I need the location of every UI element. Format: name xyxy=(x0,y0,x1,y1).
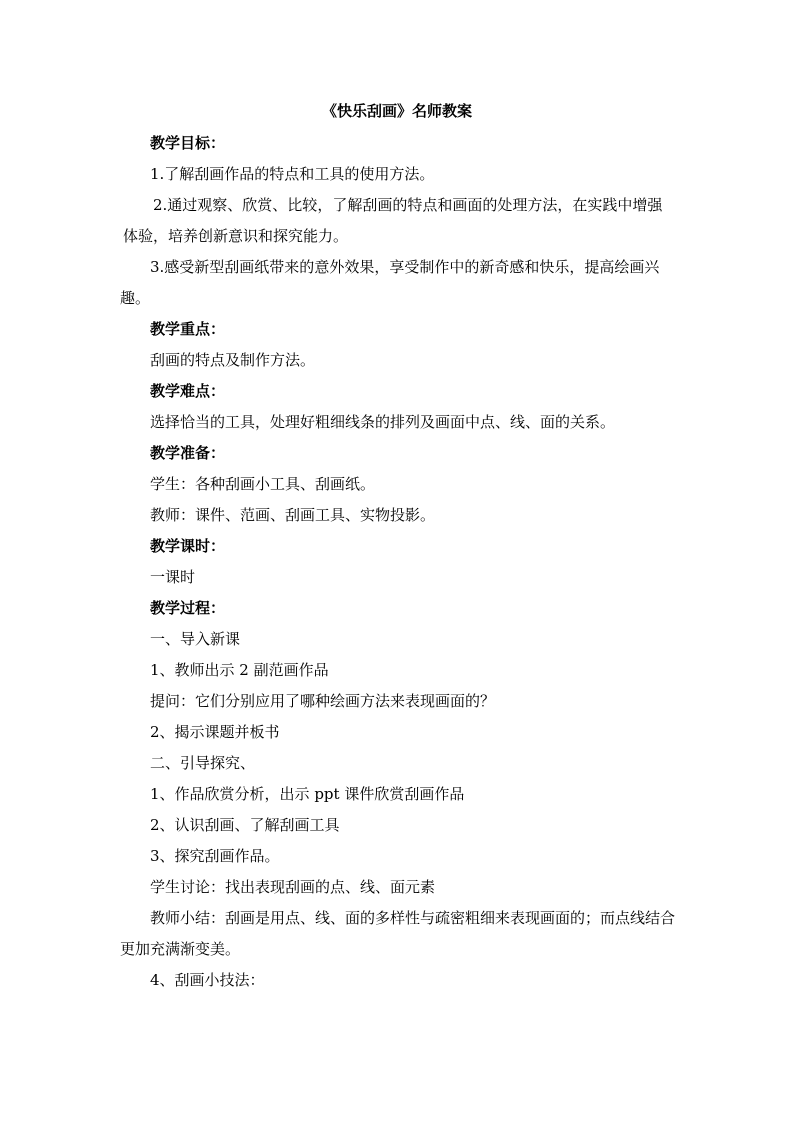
heading-difficulties: 教学难点： xyxy=(150,382,226,400)
difficulties-text: 选择恰当的工具，处理好粗细线条的排列及画面中点、线、面的关系。 xyxy=(150,413,616,431)
process-section-2: 二、引导探究、 xyxy=(150,754,256,772)
document-body xyxy=(120,128,676,996)
heading-key-points: 教学重点： xyxy=(150,320,226,338)
page-title: 《快乐刮画》名师教案 xyxy=(321,102,472,120)
objective-3: 3.感受新型刮画纸带来的意外效果，享受制作中的新奇感和快乐，提高绘画兴趣。 xyxy=(120,258,660,307)
objective-2: 2.通过观察、欣赏、比较，了解刮画的特点和画面的处理方法，在实践中增强体验，培养创新意识和探究能力。 xyxy=(123,196,663,245)
heading-objectives: 教学目标： xyxy=(150,134,226,152)
heading-process: 教学过程： xyxy=(150,599,226,617)
process-step-2-1: 1、作品欣赏分析，出示 ppt 课件欣赏刮画作品 xyxy=(150,785,465,803)
objective-1: 1.了解刮画作品的特点和工具的使用方法。 xyxy=(150,165,435,183)
student-discussion: 学生讨论：找出表现刮画的点、线、面元素 xyxy=(150,878,436,896)
heading-preparation: 教学准备： xyxy=(150,444,226,462)
heading-class-hours: 教学课时： xyxy=(150,537,226,555)
preparation-students: 学生：各种刮画小工具、刮画纸。 xyxy=(150,475,376,493)
teacher-summary: 教师小结：刮画是用点、线、面的多样性与疏密粗细来表现画面的；而点线结合更加充满渐变美。 xyxy=(120,909,676,958)
process-step-1-2: 2、揭示课题并板书 xyxy=(150,723,280,741)
process-step-1-1: 1、教师出示 2 副范画作品 xyxy=(150,661,329,679)
key-points-text: 刮画的特点及制作方法。 xyxy=(150,351,316,369)
process-step-2-4: 4、刮画小技法： xyxy=(150,971,265,989)
class-hours-text: 一课时 xyxy=(150,568,196,586)
process-section-1: 一、导入新课 xyxy=(150,630,241,648)
process-step-2-3: 3、探究刮画作品。 xyxy=(150,847,280,865)
process-step-2-2: 2、认识刮画、了解刮画工具 xyxy=(150,816,340,834)
preparation-teacher: 教师：课件、范画、刮画工具、实物投影。 xyxy=(150,506,436,524)
process-question: 提问：它们分别应用了哪种绘画方法来表现画面的？ xyxy=(150,692,496,710)
